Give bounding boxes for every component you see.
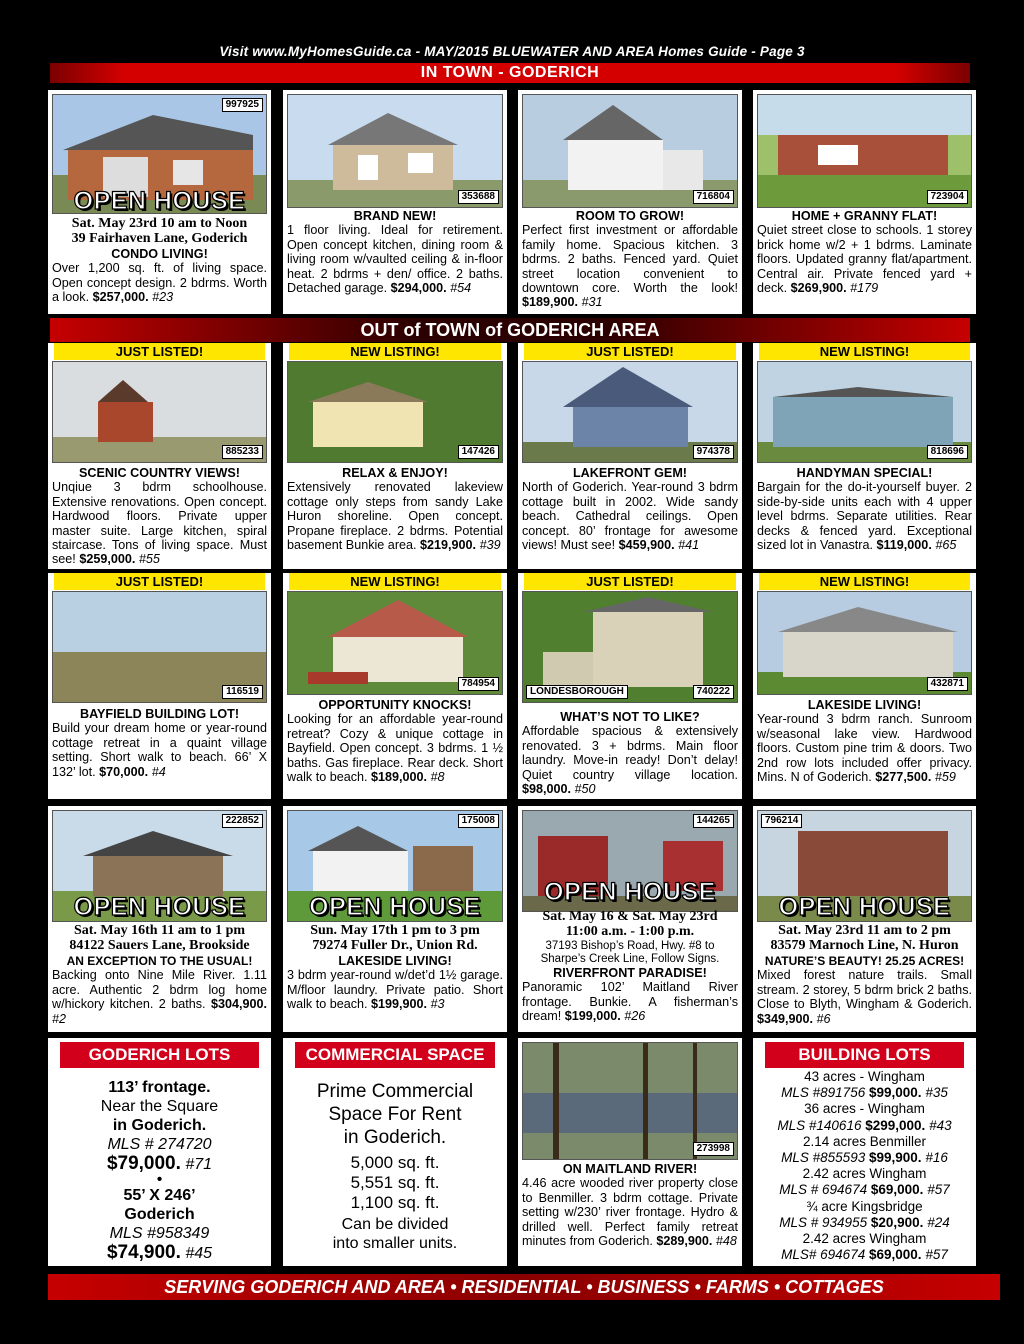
listing-price: $98,000. — [522, 782, 572, 797]
lot-acreage: 2.42 acres Wingham — [802, 1231, 927, 1247]
house-photo — [757, 361, 972, 463]
open-house-banner: OPEN HOUSE — [778, 893, 951, 921]
lot-frontage: 113’ frontage. — [108, 1079, 211, 1096]
listing-heading: LAKESIDE LIVING! — [807, 698, 922, 712]
listing-price: $459,900. — [618, 538, 675, 553]
mls-number: 997925 — [222, 98, 263, 112]
listing-price: $269,900. — [790, 281, 847, 296]
listing-number: #50 — [574, 782, 596, 797]
lot-mls: MLS # 694674 — [779, 1182, 868, 1198]
house-photo — [287, 591, 503, 695]
listing-description: Extensively renovated lakeview cottage only steps from sandy Lake Huron shoreline. Open concept. Propane fireplace. 2 bdrms. Potential basement Bunkie area. — [287, 480, 503, 553]
listing-number: #31 — [581, 295, 603, 310]
listing-card[interactable] — [753, 573, 976, 799]
listing-description: North of Goderich. Year-round 3 bdrm cottage built in 2002. Wide sandy beach. Cathedral ceilings. Open concept. 80’ frontage for awesome views! Must see! — [522, 480, 738, 553]
listing-description: 3 bdrm year-round w/det’d 1½ garage. M/floor laundry. Private patio. Short walk to beach. — [287, 968, 503, 1012]
open-house-address: 39 Fairhaven Lane, Goderich — [71, 231, 248, 246]
listing-card[interactable] — [518, 1038, 742, 1266]
mls-number: 353688 — [458, 190, 499, 204]
lot-acreage: 2.42 acres Wingham — [802, 1166, 927, 1182]
listing-card[interactable] — [48, 573, 271, 799]
mls-number: 723904 — [927, 190, 968, 204]
listing-price: $199,900. — [371, 997, 428, 1012]
commercial-note: Can be divided — [341, 1216, 449, 1233]
listing-heading: NATURE’S BEAUTY! 25.25 ACRES! — [764, 954, 965, 968]
goderich-lots-title: GODERICH LOTS — [60, 1042, 259, 1068]
listing-card[interactable] — [518, 806, 742, 1032]
listing-description: Build your dream home or year-round cottage retreat in a quaint village setting. Short walk to beach. 66’ X 132’ lot. — [52, 721, 267, 779]
mls-number: 116519 — [222, 685, 263, 699]
listing-card[interactable] — [518, 90, 742, 314]
commercial-line: Space For Rent — [328, 1104, 462, 1125]
page-header: Visit www.MyHomesGuide.ca - MAY/2015 BLUEWATER AND AREA Homes Guide - Page 3 — [219, 44, 805, 59]
space-size: 5,000 sq. ft. — [350, 1153, 440, 1172]
listing-heading: WHAT’S NOT TO LIKE? — [560, 710, 700, 724]
listing-description: Looking for an affordable year-round retreat? Cozy & unique cottage in Bayfield. Open concept. 3 bdrms. 1 ½ baths. Gas fireplace. Rear deck. Short walk to beach. — [287, 712, 503, 785]
mls-number: 740222 — [693, 685, 734, 699]
listing-ribbon: JUST LISTED! — [54, 343, 265, 360]
bullet-separator: • — [156, 1171, 163, 1188]
commercial-line: Prime Commercial — [316, 1081, 474, 1102]
listing-ribbon: NEW LISTING! — [289, 573, 501, 590]
lot-mls: MLS# 694674 — [781, 1247, 866, 1263]
listing-description: Affordable spacious & extensively renovated. 3 + bdrms. Main floor laundry. Move-in ready! Don’t delay! Quiet country village location. — [522, 724, 738, 782]
listing-card[interactable] — [48, 343, 271, 569]
listing-ribbon: NEW LISTING! — [289, 343, 501, 360]
listing-number: #179 — [850, 281, 879, 296]
lot-price: $99,000. — [868, 1085, 922, 1101]
listing-description: Over 1,200 sq. ft. of living space. Open concept design. 2 bdrms. Worth a look. — [52, 261, 267, 305]
house-photo — [52, 361, 267, 463]
listing-heading: HOME + GRANNY FLAT! — [791, 209, 938, 223]
listing-heading: BAYFIELD BUILDING LOT! — [79, 707, 240, 721]
river-photo — [522, 1042, 738, 1160]
open-house-address: 84122 Sauers Lane, Brookside — [69, 938, 250, 953]
lot-number: #35 — [925, 1085, 948, 1101]
listing-description: Mixed forest nature trails. Small stream. 2 storey, 5 bdrm brick 2 baths. Close to Blyth, Wingham & Goderich. — [757, 968, 972, 1012]
lot-price: $69,000. — [870, 1182, 924, 1198]
lot-location: Near the Square — [100, 1098, 219, 1115]
lot-mls: MLS # 934955 — [779, 1214, 868, 1230]
mls-number: 974378 — [693, 445, 734, 459]
building-lots-card[interactable] — [753, 1038, 976, 1266]
lot-acreage: ¾ acre Kingsbridge — [806, 1198, 923, 1214]
listing-number: #8 — [430, 770, 445, 785]
commercial-line: in Goderich. — [343, 1127, 447, 1148]
goderich-lots-card[interactable] — [48, 1038, 271, 1266]
open-house-time: Sat. May 23rd 10 am to Noon — [71, 216, 248, 231]
open-house-time: Sat. May 16 & Sat. May 23rd — [542, 909, 718, 924]
lot-mls: MLS #891756 — [781, 1085, 866, 1101]
lot-acreage: 2.14 acres Benmiller — [802, 1133, 927, 1149]
listing-card[interactable] — [753, 343, 976, 569]
lot-number: #71 — [185, 1156, 213, 1173]
listing-price: $259,000. — [79, 552, 136, 567]
location-tag: LONDESBOROUGH — [526, 685, 628, 699]
mls-number: 432871 — [927, 677, 968, 691]
listing-description: Panoramic 102’ Maitland River frontage. Bunkie. A fisherman’s dream! — [522, 980, 738, 1024]
listing-heading: LAKESIDE LIVING! — [338, 954, 452, 968]
listing-heading: ROOM TO GROW! — [575, 209, 685, 223]
listing-price: $349,900. — [757, 1011, 814, 1026]
lot-mls: MLS #855593 — [781, 1150, 866, 1166]
listing-description: 1 floor living. Ideal for retirement. Open concept kitchen, dining room & living room w/vaulted ceiling & in-floor heat. 2 bdrms + den/ office. 2 baths. Detached garage. — [287, 223, 503, 296]
lot-mls: MLS #140616 — [777, 1117, 862, 1133]
listing-price: $277,500. — [875, 770, 932, 785]
listing-number: #4 — [151, 764, 166, 779]
listing-price: $294,000. — [390, 281, 447, 296]
open-house-address: 37193 Bishop’s Road, Hwy. #8 to — [545, 940, 715, 952]
listing-heading: RELAX & ENJOY! — [342, 466, 448, 480]
mls-number: 273998 — [693, 1142, 734, 1156]
mls-number: 818696 — [927, 445, 968, 459]
listing-heading: SCENIC COUNTRY VIEWS! — [79, 466, 240, 480]
mls-number: 144265 — [693, 814, 734, 828]
listing-ribbon: JUST LISTED! — [524, 573, 736, 590]
lot-price: $69,000. — [868, 1247, 922, 1263]
open-house-banner: OPEN HOUSE — [544, 878, 716, 906]
commercial-space-card[interactable] — [283, 1038, 507, 1266]
lot-photo — [52, 591, 267, 703]
open-house-time: Sat. May 23rd 11 am to 2 pm — [778, 923, 951, 938]
listing-number: #39 — [479, 538, 501, 553]
open-house-directions: Sharpe’s Creek Line, Follow Signs. — [540, 953, 720, 965]
listing-number: #23 — [152, 290, 174, 305]
house-photo — [522, 361, 738, 463]
lot-number: #45 — [185, 1245, 213, 1262]
lot-number: #24 — [927, 1214, 950, 1230]
listing-description: Unqiue 3 bdrm schoolhouse. Extensive renovations. Open concept. Hardwood floors. Private upper master suite. Large kitchen, spiral staircase. Tons of living space. Must see! — [52, 480, 267, 567]
lot-size: 55’ X 246’ — [123, 1187, 196, 1204]
listing-number: #3 — [430, 997, 445, 1012]
listing-heading: RIVERFRONT PARADISE! — [553, 966, 707, 980]
listing-card[interactable] — [518, 573, 742, 799]
mls-number: 175008 — [458, 814, 499, 828]
lot-number: #57 — [925, 1247, 948, 1263]
commercial-note: into smaller units. — [332, 1235, 458, 1252]
listing-price: $289,900. — [656, 1234, 713, 1249]
listing-price: $199,000. — [564, 1009, 621, 1024]
section-title-in-town: IN TOWN - GODERICH — [50, 63, 970, 83]
mls-number: 147426 — [458, 445, 499, 459]
listing-number: #55 — [138, 552, 160, 567]
listing-heading: CONDO LIVING! — [111, 247, 208, 261]
building-lots-title: BUILDING LOTS — [765, 1042, 964, 1068]
commercial-space-title: COMMERCIAL SPACE — [295, 1042, 495, 1068]
lot-mls: MLS # 274720 — [107, 1136, 212, 1153]
listing-heading: BRAND NEW! — [353, 209, 437, 223]
listing-description: 4.46 acre wooded river property close to Benmiller. 3 bdrm cottage. Private setting w/230’ river frontage. Hydro & drilled well. Perfect family retreat minutes from Goderich. — [522, 1176, 738, 1249]
lot-price: $20,900. — [870, 1214, 924, 1230]
listing-card[interactable] — [753, 90, 976, 314]
house-photo — [522, 94, 738, 208]
listing-price: $219,900. — [420, 538, 477, 553]
lot-number: #57 — [927, 1182, 950, 1198]
lot-acreage: 36 acres - Wingham — [804, 1101, 925, 1117]
lot-price: $79,000. — [106, 1153, 181, 1174]
open-house-time: Sun. May 17th 1 pm to 3 pm — [310, 923, 480, 938]
listing-heading: AN EXCEPTION TO THE USUAL! — [66, 954, 253, 968]
open-house-time-range: 11:00 a.m. - 1:00 p.m. — [565, 924, 695, 939]
mls-number: 222852 — [222, 814, 263, 828]
listing-price: $70,000. — [99, 764, 149, 779]
lot-town: in Goderich. — [112, 1117, 207, 1134]
section-title-out-of-town: OUT of TOWN of GODERICH AREA — [50, 318, 970, 342]
lot-number: #16 — [925, 1150, 948, 1166]
lot-price: $99,900. — [868, 1150, 922, 1166]
mls-number: 885233 — [222, 445, 263, 459]
listing-number: #26 — [624, 1009, 646, 1024]
listing-ribbon: NEW LISTING! — [759, 573, 970, 590]
lot-price: $299,000. — [865, 1117, 926, 1133]
mls-number: 784954 — [458, 677, 499, 691]
listing-number: #6 — [816, 1011, 831, 1026]
listing-description: Year-round 3 bdrm ranch. Sunroom w/seasonal lake view. Hardwood floors. Custom pine trim & doors. Two 2nd row lots included offer privacy. Mins. N of Goderich. — [757, 712, 972, 785]
page-footer: SERVING GODERICH AND AREA • RESIDENTIAL • BUSINESS • FARMS • COTTAGES — [48, 1274, 1000, 1300]
listing-description: Bargain for the do-it-yourself buyer. 2 side-by-side units each with 4 upper level bdrms. Separate utilities. Rear decks & fenced yard. Exceptional sized lot in Vanastra. — [757, 480, 972, 553]
listing-card[interactable] — [283, 343, 507, 569]
house-photo — [522, 591, 738, 703]
lot-acreage: 43 acres - Wingham — [804, 1069, 925, 1084]
listing-description: Perfect first investment or affordable family home. Spacious kitchen. 3 bdrms. 2 baths. Fenced yard. Quiet street location convenient to downtown core. Worth the look! — [522, 223, 738, 296]
listing-card[interactable] — [753, 806, 976, 1032]
open-house-banner: OPEN HOUSE — [309, 893, 481, 921]
listing-number: #41 — [678, 538, 700, 553]
listing-card[interactable] — [283, 573, 507, 799]
listing-number: #59 — [934, 770, 956, 785]
lot-mls: MLS #958349 — [109, 1225, 210, 1242]
listing-card[interactable] — [283, 806, 507, 1032]
listing-price: $189,000. — [371, 770, 428, 785]
listing-ribbon: NEW LISTING! — [759, 343, 970, 360]
listing-heading: OPPORTUNITY KNOCKS! — [318, 698, 472, 712]
listing-number: #65 — [935, 538, 957, 553]
listing-card[interactable] — [283, 90, 507, 314]
listing-number: #2 — [52, 1011, 67, 1026]
space-size: 1,100 sq. ft. — [350, 1193, 440, 1212]
listing-number: #54 — [450, 281, 472, 296]
open-house-address: 79274 Fuller Dr., Union Rd. — [312, 938, 478, 953]
mls-number: 716804 — [693, 190, 734, 204]
listing-card[interactable] — [48, 90, 271, 314]
listing-number: #48 — [715, 1234, 737, 1249]
listing-price: $119,000. — [876, 538, 932, 553]
house-photo — [287, 361, 503, 463]
space-size: 5,551 sq. ft. — [350, 1173, 440, 1192]
listing-ribbon: JUST LISTED! — [54, 573, 265, 590]
listing-description: Backing onto Nine Mile River. 1.11 acre. Authentic 2 bdrm log home w/hickory kitchen. 2 baths. — [52, 968, 267, 1012]
listing-price: $257,000. — [92, 290, 149, 305]
listing-price: $304,900. — [210, 997, 268, 1012]
open-house-time: Sat. May 16th 11 am to 1 pm — [73, 923, 246, 938]
listing-ribbon: JUST LISTED! — [524, 343, 736, 360]
house-photo — [757, 94, 972, 208]
listing-heading: LAKEFRONT GEM! — [572, 466, 688, 480]
mls-number: 796214 — [761, 814, 802, 828]
open-house-banner: OPEN HOUSE — [73, 187, 246, 215]
lot-price: $74,900. — [106, 1242, 181, 1263]
listing-card[interactable] — [518, 343, 742, 569]
lot-number: #43 — [929, 1117, 952, 1133]
listing-card[interactable] — [48, 806, 271, 1032]
listing-heading: HANDYMAN SPECIAL! — [796, 466, 933, 480]
house-photo — [287, 94, 503, 208]
lot-town: Goderich — [124, 1206, 195, 1223]
open-house-address: 83579 Marnoch Line, N. Huron — [770, 938, 959, 953]
open-house-banner: OPEN HOUSE — [73, 893, 246, 921]
listing-heading: ON MAITLAND RIVER! — [562, 1162, 698, 1176]
listing-price: $189,900. — [522, 295, 579, 310]
house-photo — [757, 591, 972, 695]
listing-description: Quiet street close to schools. 1 storey brick home w/2 + 1 bdrms. Laminate floors. Updated granny flat/apartment. Central air. Private fenced yard + deck. — [757, 223, 972, 296]
